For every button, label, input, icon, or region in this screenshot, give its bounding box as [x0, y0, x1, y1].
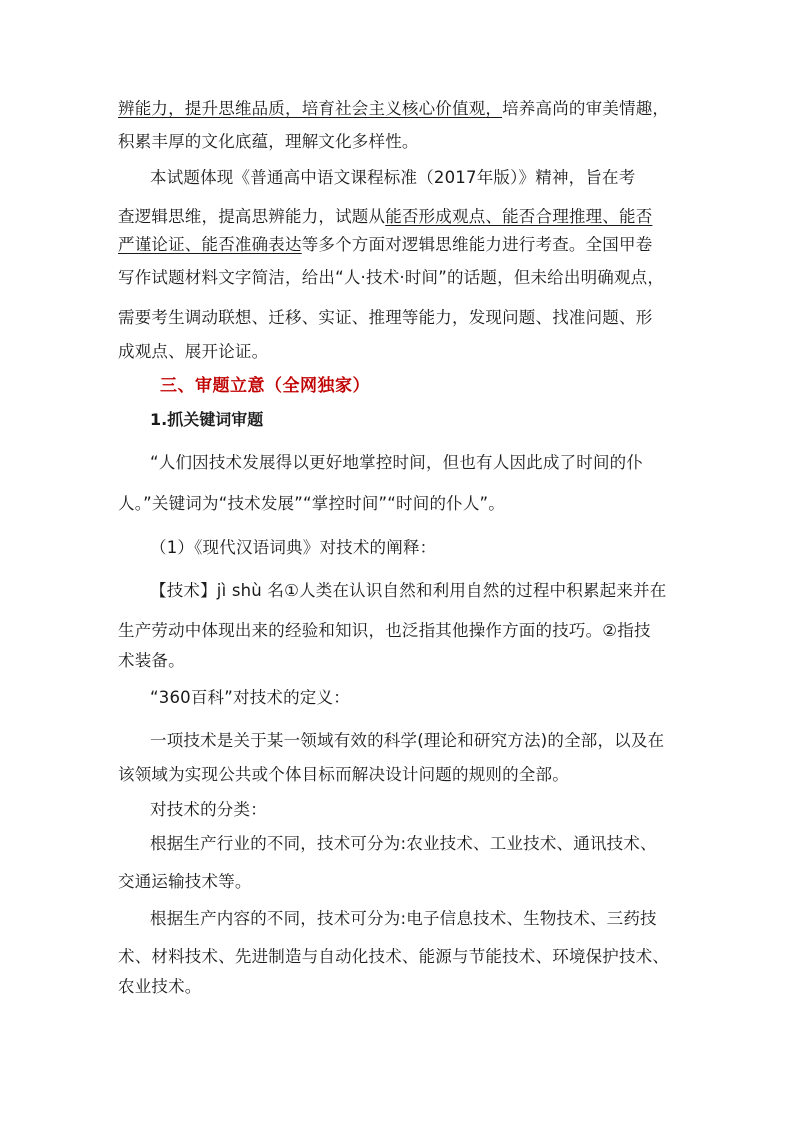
paragraph-line: 根据生产行业的不同，技术可分为:农业技术、工业技术、通讯技术、 [150, 834, 657, 853]
paragraph-line: 成观点、展开论证。 [118, 342, 269, 361]
underlined-text: 严谨论证、能否准确表达 [118, 235, 302, 254]
paragraph-line: 写作试题材料文字简洁，给出“人·技术·时间”的话题，但未给出明确观点， [118, 268, 665, 287]
text-run: 培养高尚的审美情趣， [502, 99, 670, 118]
paragraph-line: 农业技术。 [118, 977, 202, 996]
paragraph-line: （1）《现代汉语词典》对技术的阐释： [150, 538, 437, 557]
paragraph-line: 【技术】jì shù 名①人类在认识自然和利用自然的过程中积累起来并在 [150, 581, 667, 600]
paragraph-line: 对技术的分类： [150, 800, 267, 819]
paragraph-line: “人们因技术发展得以更好地掌控时间，但也有人因此成了时间的仆 [150, 453, 644, 472]
paragraph-line: 根据生产内容的不同，技术可分为:电子信息技术、生物技术、三药技 [150, 909, 657, 928]
paragraph-line: “360百科”对技术的定义： [150, 688, 350, 707]
paragraph-line: 本试题体现《普通高中语文课程标准（2017年版）》精神，旨在考 [150, 168, 636, 187]
paragraph-line [118, 95, 669, 119]
paragraph-line [118, 203, 652, 227]
paragraph-line: 一项技术是关于某一领域有效的科学(理论和研究方法)的全部，以及在 [150, 731, 665, 750]
paragraph-line: 该领域为实现公共或个体目标而解决设计问题的规则的全部。 [118, 765, 569, 784]
paragraph-line: 术、材料技术、先进制造与自动化技术、能源与节能技术、环境保护技术、 [118, 947, 670, 966]
subsection-heading: 1.抓关键词审题 [150, 410, 264, 429]
underlined-text: 辨能力，提升思维品质，培育社会主义核心价值观， [118, 99, 503, 118]
text-run: 等多个方面对逻辑思维能力进行考查。全国甲卷 [301, 235, 653, 254]
paragraph-line: 需要考生调动联想、迁移、实证、推理等能力，发现问题、找准问题、形 [118, 308, 653, 327]
section-heading: 三、审题立意（全网独家） [160, 376, 370, 396]
text-run: 查逻辑思维，提高思辨能力，试题从 [118, 207, 386, 226]
paragraph-line [118, 231, 652, 255]
paragraph-line: 人。”关键词为“技术发展”“掌控时间”“时间的仆人”。 [118, 494, 505, 513]
paragraph-line: 交通运输技术等。 [118, 872, 252, 891]
paragraph-line: 积累丰厚的文化底蕴，理解文化多样性。 [118, 132, 419, 151]
underlined-text: 能否形成观点、能否合理推理、能否 [385, 207, 653, 226]
paragraph-line: 术装备。 [118, 651, 185, 670]
paragraph-line: 生产劳动中体现出来的经验和知识，也泛指其他操作方面的技巧。②指技 [118, 621, 651, 640]
